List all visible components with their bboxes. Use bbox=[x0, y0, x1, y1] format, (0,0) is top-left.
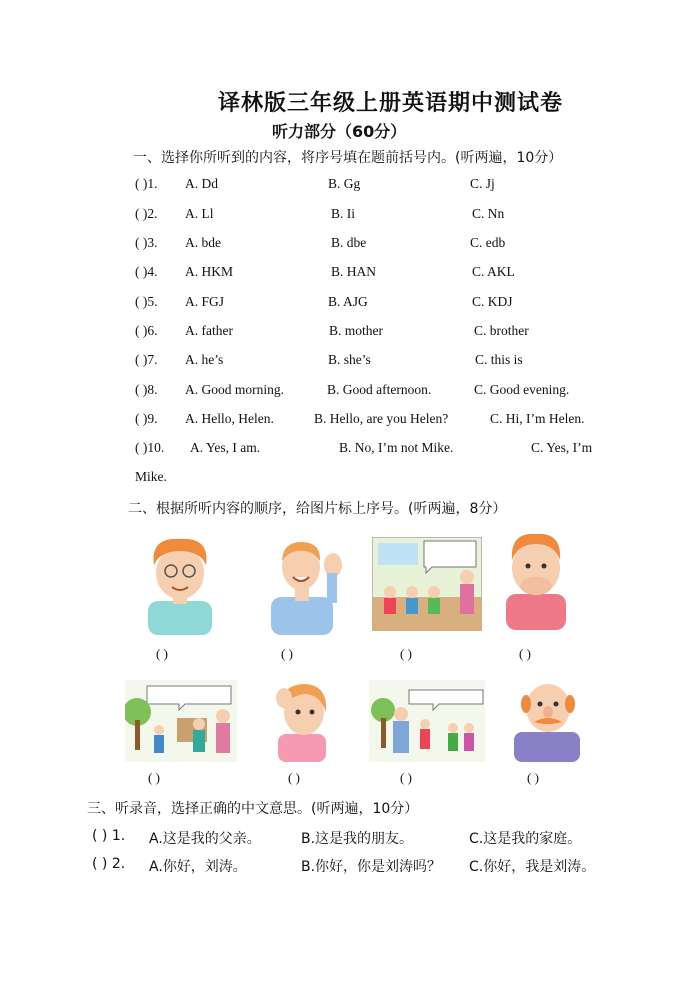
q2-number[interactable]: ( )2. bbox=[135, 206, 158, 221]
q3-option-c: C. edb bbox=[470, 235, 506, 250]
q7-option-a: A. he’s bbox=[185, 352, 224, 367]
picture-answer-blank-3[interactable]: ( ) bbox=[400, 770, 412, 785]
q1-option-a: A. Dd bbox=[185, 176, 218, 191]
q5-option-c: C. KDJ bbox=[472, 294, 513, 309]
section1-heading: 一、选择你所听到的内容，将序号填在题前括号内。(听两遍，10分） bbox=[133, 150, 563, 166]
picture-answer-blank-4[interactable]: ( ) bbox=[527, 770, 539, 785]
q5-option-b: B. AJG bbox=[328, 294, 368, 309]
section2-heading: 二、根据所听内容的顺序，给图片标上序号。(听两遍，8分） bbox=[128, 501, 507, 517]
q9-option-b: B. Hello, are you Helen? bbox=[314, 411, 449, 426]
section-subtitle: 听力部分（60分） bbox=[272, 122, 407, 141]
chinese-q1-option-a: A.这是我的父亲。 bbox=[149, 831, 261, 847]
grandpa-mustache-picture bbox=[510, 676, 584, 762]
q2-option-a: A. Ll bbox=[185, 206, 214, 221]
picture-answer-blank-4[interactable]: ( ) bbox=[519, 646, 531, 661]
q9-option-c: C. Hi, I’m Helen. bbox=[490, 411, 585, 426]
q7-option-b: B. she’s bbox=[328, 352, 371, 367]
q6-option-a: A. father bbox=[185, 323, 233, 338]
chinese-q2-number[interactable]: ( ) 2. bbox=[92, 856, 126, 872]
q8-option-b: B. Good afternoon. bbox=[327, 382, 432, 397]
q7-number[interactable]: ( )7. bbox=[135, 352, 158, 367]
q10-number[interactable]: ( )10. bbox=[135, 440, 165, 455]
chinese-q2-option-c: C.你好，我是刘涛。 bbox=[469, 859, 596, 875]
q6-option-b: B. mother bbox=[329, 323, 383, 338]
q10-option-a: A. Yes, I am. bbox=[190, 440, 261, 455]
man-waving-picture bbox=[265, 535, 345, 635]
q8-option-c: C. Good evening. bbox=[474, 382, 570, 397]
boy-covering-mouth-picture bbox=[500, 530, 572, 630]
q10-option-b: B. No, I’m not Mike. bbox=[339, 440, 454, 455]
picture-answer-blank-2[interactable]: ( ) bbox=[288, 770, 300, 785]
picture-answer-blank-2[interactable]: ( ) bbox=[281, 646, 293, 661]
classroom-picture bbox=[372, 537, 482, 631]
q4-option-b: B. HAN bbox=[331, 264, 377, 279]
picture-answer-blank-3[interactable]: ( ) bbox=[400, 646, 412, 661]
q8-number[interactable]: ( )8. bbox=[135, 382, 158, 397]
q7-option-c: C. this is bbox=[475, 352, 523, 367]
q4-option-a: A. HKM bbox=[185, 264, 234, 279]
picture-answer-blank-1[interactable]: ( ) bbox=[156, 646, 168, 661]
girl-scratching-head-picture bbox=[268, 678, 338, 762]
chinese-q2-option-b: B.你好，你是刘涛吗？ bbox=[301, 859, 442, 875]
q3-number[interactable]: ( )3. bbox=[135, 235, 158, 250]
park-family-picture bbox=[125, 680, 237, 762]
q3-option-b: B. dbe bbox=[331, 235, 367, 250]
q8-option-a: A. Good morning. bbox=[185, 382, 284, 397]
q6-number[interactable]: ( )6. bbox=[135, 323, 158, 338]
q2-option-c: C. Nn bbox=[472, 206, 505, 221]
q4-option-c: C. AKL bbox=[472, 264, 515, 279]
q1-option-b: B. Gg bbox=[328, 176, 361, 191]
q5-number[interactable]: ( )5. bbox=[135, 294, 158, 309]
q9-number[interactable]: ( )9. bbox=[135, 411, 158, 426]
q1-number[interactable]: ( )1. bbox=[135, 176, 158, 191]
q1-option-c: C. Jj bbox=[470, 176, 495, 191]
chinese-q2-option-a: A.你好，刘涛。 bbox=[149, 859, 247, 875]
chinese-q1-number[interactable]: ( ) 1. bbox=[92, 828, 126, 844]
q4-number[interactable]: ( )4. bbox=[135, 264, 158, 279]
grandpa-picture bbox=[140, 533, 220, 635]
section3-heading: 三、听录音，选择正确的中文意思。(听两遍，10分） bbox=[87, 801, 419, 817]
park-meeting-picture bbox=[369, 680, 485, 762]
question10-wrap: Mike. bbox=[135, 469, 167, 484]
picture-answer-blank-1[interactable]: ( ) bbox=[148, 770, 160, 785]
chinese-q1-option-b: B.这是我的朋友。 bbox=[301, 831, 414, 847]
q6-option-c: C. brother bbox=[474, 323, 529, 338]
q5-option-a: A. FGJ bbox=[185, 294, 225, 309]
q9-option-a: A. Hello, Helen. bbox=[185, 411, 274, 426]
q2-option-b: B. Ii bbox=[331, 206, 356, 221]
chinese-q1-option-c: C.这是我的家庭。 bbox=[469, 831, 582, 847]
q3-option-a: A. bde bbox=[185, 235, 221, 250]
page-title: 译林版三年级上册英语期中测试卷 bbox=[218, 91, 564, 116]
q10-option-c: C. Yes, I’m bbox=[531, 440, 593, 455]
